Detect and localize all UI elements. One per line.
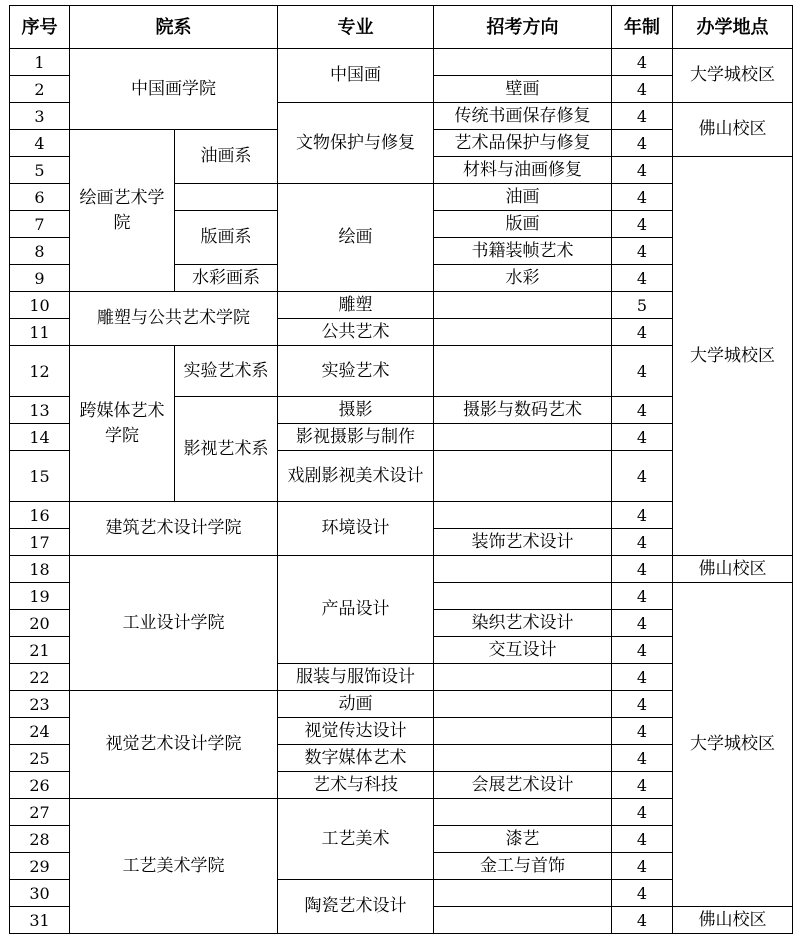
college-cell: 中国画学院 (70, 49, 278, 130)
row-index: 14 (10, 424, 70, 451)
years-cell: 4 (612, 265, 673, 292)
major-cell: 动画 (278, 691, 434, 718)
direction-cell (434, 718, 612, 745)
row-index: 9 (10, 265, 70, 292)
major-cell: 数字媒体艺术 (278, 745, 434, 772)
years-cell: 4 (612, 907, 673, 934)
major-cell: 公共艺术 (278, 319, 434, 346)
major-cell: 文物保护与修复 (278, 103, 434, 184)
major-cell: 环境设计 (278, 502, 434, 556)
row-index: 27 (10, 799, 70, 826)
years-cell: 4 (612, 745, 673, 772)
row-index: 18 (10, 556, 70, 583)
row-index: 10 (10, 292, 70, 319)
campus-cell: 大学城校区 (673, 49, 793, 103)
department-cell: 版画系 (175, 211, 278, 265)
table-row (10, 556, 793, 583)
years-cell: 4 (612, 451, 673, 502)
major-cell: 服装与服饰设计 (278, 664, 434, 691)
row-index: 6 (10, 184, 70, 211)
college-cell: 跨媒体艺术学院 (70, 346, 175, 502)
direction-cell (434, 451, 612, 502)
direction-cell: 传统书画保存修复 (434, 103, 612, 130)
direction-cell: 材料与油画修复 (434, 157, 612, 184)
major-cell: 绘画 (278, 184, 434, 292)
years-cell: 4 (612, 157, 673, 184)
years-cell: 5 (612, 292, 673, 319)
direction-cell (434, 664, 612, 691)
direction-cell (434, 556, 612, 583)
major-cell: 中国画 (278, 49, 434, 103)
row-index: 4 (10, 130, 70, 157)
row-index: 16 (10, 502, 70, 529)
years-cell: 4 (612, 880, 673, 907)
years-cell: 4 (612, 130, 673, 157)
years-cell: 4 (612, 238, 673, 265)
direction-cell (434, 880, 612, 907)
row-index: 11 (10, 319, 70, 346)
header-years: 年制 (612, 6, 673, 49)
major-cell: 雕塑 (278, 292, 434, 319)
direction-cell: 书籍装帧艺术 (434, 238, 612, 265)
major-cell: 陶瓷艺术设计 (278, 880, 434, 934)
campus-cell: 佛山校区 (673, 556, 793, 583)
majors-table (9, 5, 793, 934)
direction-cell: 艺术品保护与修复 (434, 130, 612, 157)
direction-cell (434, 49, 612, 76)
years-cell: 4 (612, 664, 673, 691)
direction-cell: 染织艺术设计 (434, 610, 612, 637)
header-index: 序号 (10, 6, 70, 49)
years-cell: 4 (612, 583, 673, 610)
campus-cell: 大学城校区 (673, 157, 793, 556)
row-index: 23 (10, 691, 70, 718)
college-cell: 工业设计学院 (70, 556, 278, 691)
major-cell: 视觉传达设计 (278, 718, 434, 745)
major-cell: 产品设计 (278, 556, 434, 664)
row-index: 15 (10, 451, 70, 502)
row-index: 5 (10, 157, 70, 184)
department-cell: 实验艺术系 (175, 346, 278, 397)
direction-cell (434, 799, 612, 826)
college-cell: 视觉艺术设计学院 (70, 691, 278, 799)
campus-cell: 佛山校区 (673, 103, 793, 157)
row-index: 21 (10, 637, 70, 664)
years-cell: 4 (612, 502, 673, 529)
row-index: 30 (10, 880, 70, 907)
direction-cell (434, 319, 612, 346)
header-direction: 招考方向 (434, 6, 612, 49)
direction-cell: 摄影与数码艺术 (434, 397, 612, 424)
row-index: 24 (10, 718, 70, 745)
direction-cell: 壁画 (434, 76, 612, 103)
row-index: 17 (10, 529, 70, 556)
direction-cell (434, 424, 612, 451)
campus-cell: 大学城校区 (673, 583, 793, 907)
row-index: 12 (10, 346, 70, 397)
row-index: 7 (10, 211, 70, 238)
direction-cell (434, 346, 612, 397)
college-cell: 建筑艺术设计学院 (70, 502, 278, 556)
department-cell: 影视艺术系 (175, 397, 278, 502)
years-cell: 4 (612, 103, 673, 130)
row-index: 29 (10, 853, 70, 880)
years-cell: 4 (612, 319, 673, 346)
major-cell: 实验艺术 (278, 346, 434, 397)
years-cell: 4 (612, 691, 673, 718)
row-index: 1 (10, 49, 70, 76)
header-college: 院系 (70, 6, 278, 49)
header-major: 专业 (278, 6, 434, 49)
years-cell: 4 (612, 799, 673, 826)
years-cell: 4 (612, 556, 673, 583)
years-cell: 4 (612, 529, 673, 556)
major-cell: 戏剧影视美术设计 (278, 451, 434, 502)
row-index: 13 (10, 397, 70, 424)
years-cell: 4 (612, 397, 673, 424)
direction-cell (434, 502, 612, 529)
direction-cell (434, 292, 612, 319)
college-cell: 绘画艺术学院 (70, 130, 175, 292)
years-cell: 4 (612, 637, 673, 664)
years-cell: 4 (612, 718, 673, 745)
years-cell: 4 (612, 424, 673, 451)
row-index: 22 (10, 664, 70, 691)
direction-cell: 水彩 (434, 265, 612, 292)
direction-cell: 会展艺术设计 (434, 772, 612, 799)
college-cell: 工艺美术学院 (70, 799, 278, 934)
direction-cell (434, 691, 612, 718)
years-cell: 4 (612, 346, 673, 397)
row-index: 3 (10, 103, 70, 130)
row-index: 26 (10, 772, 70, 799)
years-cell: 4 (612, 772, 673, 799)
department-cell: 水彩画系 (175, 265, 278, 292)
department-cell: 油画系 (175, 130, 278, 184)
row-index: 20 (10, 610, 70, 637)
direction-cell: 金工与首饰 (434, 853, 612, 880)
direction-cell: 漆艺 (434, 826, 612, 853)
direction-cell (434, 745, 612, 772)
years-cell: 4 (612, 211, 673, 238)
campus-cell: 佛山校区 (673, 907, 793, 934)
row-index: 19 (10, 583, 70, 610)
row-index: 2 (10, 76, 70, 103)
table-row (10, 49, 793, 76)
direction-cell (434, 583, 612, 610)
years-cell: 4 (612, 853, 673, 880)
row-index: 28 (10, 826, 70, 853)
direction-cell: 交互设计 (434, 637, 612, 664)
department-cell (175, 184, 278, 211)
direction-cell: 装饰艺术设计 (434, 529, 612, 556)
years-cell: 4 (612, 49, 673, 76)
years-cell: 4 (612, 76, 673, 103)
years-cell: 4 (612, 184, 673, 211)
major-cell: 影视摄影与制作 (278, 424, 434, 451)
major-cell: 工艺美术 (278, 799, 434, 880)
header-campus: 办学地点 (673, 6, 793, 49)
direction-cell: 版画 (434, 211, 612, 238)
row-index: 8 (10, 238, 70, 265)
major-cell: 摄影 (278, 397, 434, 424)
direction-cell (434, 907, 612, 934)
row-index: 31 (10, 907, 70, 934)
major-cell: 艺术与科技 (278, 772, 434, 799)
years-cell: 4 (612, 610, 673, 637)
direction-cell: 油画 (434, 184, 612, 211)
college-cell: 雕塑与公共艺术学院 (70, 292, 278, 346)
row-index: 25 (10, 745, 70, 772)
years-cell: 4 (612, 826, 673, 853)
